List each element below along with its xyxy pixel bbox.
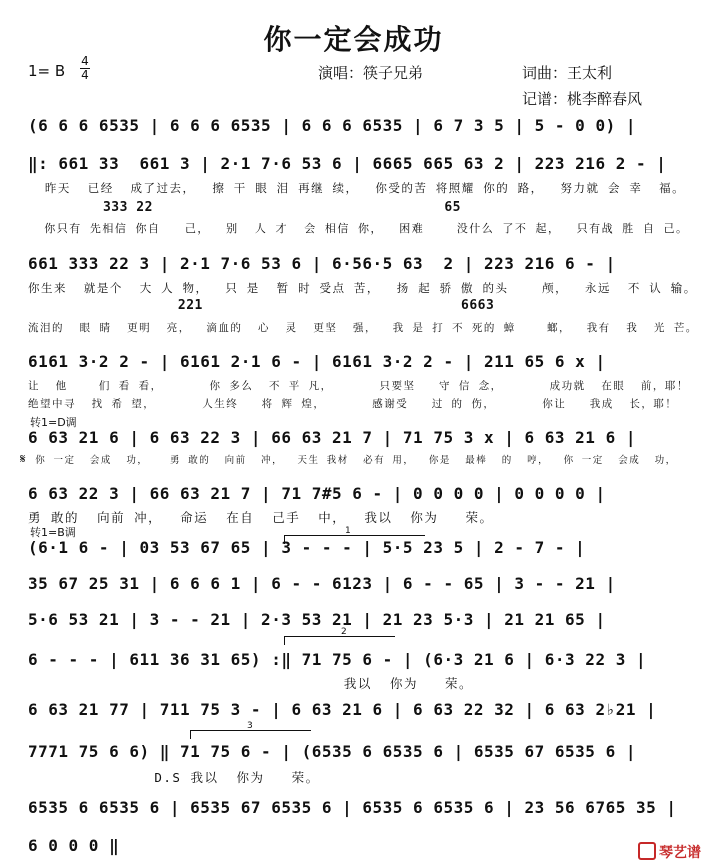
score-row-2: ‖: 661 33 661 3 | 2·1 7·6 53 6 | 6665 665 63 2 | 223 216 2 - | — [28, 154, 667, 173]
score-row-8: 35 67 25 31 | 6 6 6 1 | 6 - - 6123 | 6 - - 65 | 3 - - 21 | — [28, 574, 616, 593]
lyric-row-2: 你只有 先相信 你自 己， 别 人 才 会 相信 你， 困难 没什么 了不 起， 只有战 胜 自 己。 — [28, 222, 689, 235]
time-signature — [80, 56, 90, 81]
key-signature: 1= B — [28, 62, 66, 80]
score-row-3: 661 333 22 3 | 2·1 7·6 53 6 | 6·56·5 63 2 | 223 216 6 - | — [28, 254, 616, 273]
logo-text: 琴艺谱 — [659, 845, 701, 861]
lyric-row-10: D.S 我以 你为 荣。 — [28, 770, 320, 785]
lyric-row-3: 你生来 就是个 大 人 物， 只 是 暂 时 受点 苦， 扬 起 骄 傲 的头 颅， 永远 不 认 输。 — [28, 281, 697, 295]
score-row-7: (6·1 6 - | 03 53 67 65 | 3 - - - | 5·5 23 5 | 2 - 7 - | — [28, 538, 586, 557]
logo-icon — [638, 842, 656, 860]
score-row-10: 6 - - - | 611 36 31 65) :‖ 71 75 6 - | (6·3 21 6 | 6·3 22 3 | — [28, 650, 647, 669]
volta-number-2: 2 — [341, 627, 347, 637]
segno-icon: 𝄋 — [20, 452, 26, 467]
lyric-row-6: 绝望中寻 找 希 望， 人生终 将 辉 煌， 感谢受 过 的 伤， 你让 我成 长，耶！ — [28, 398, 678, 410]
song-title: 你一定会成功 — [263, 23, 444, 56]
key-change-d: 转1=D调 — [30, 416, 77, 429]
score-row-9: 5·6 53 21 | 3 - - 21 | 2·3 53 21 | 21 23 5·3 | 21 21 65 | — [28, 610, 606, 629]
score-row-alt-1: 333 22 65 — [28, 200, 461, 215]
score-row-11: 6 63 21 77 | 711 75 3 - | 6 63 21 6 | 6 63 22 32 | 6 63 2♭21 | — [28, 700, 657, 719]
transcriber-credit: 记谱：桃李醉春风 — [522, 90, 643, 108]
lyric-row-9: 我以 你为 荣。 — [28, 676, 474, 691]
lyric-row-5: 让 他 们 看 看， 你 多么 不 平 凡， 只要坚 守 信 念， 成功就 在眼 前，耶！ — [28, 380, 689, 392]
score-row-13: 6535 6 6535 6 | 6535 67 6535 6 | 6535 6 6535 6 | 23 56 6765 35 | — [28, 798, 677, 817]
score-row-1: (6 6 6 6535 | 6 6 6 6535 | 6 6 6 6535 | 6 7 3 5 | 5 - 0 0) | — [28, 116, 636, 135]
lyric-row-7: 你 一定 会成 功， 勇 敢的 向前 冲， 天生 我材 必有 用， 你是 最棒 的 哼， 你 一定 会成 功， — [28, 455, 677, 466]
score-row-5: 6 63 21 6 | 6 63 22 3 | 66 63 21 7 | 71 75 3 x | 6 63 21 6 | — [28, 428, 636, 447]
time-signature-top: 4 — [81, 54, 89, 68]
score-row-12: 7771 75 6 6) ‖ 71 75 6 - | (6535 6 6535 6 | 6535 67 6535 6 | — [28, 742, 636, 761]
volta-number-1: 1 — [345, 526, 351, 536]
key-change-b: 转1=B调 — [30, 526, 76, 539]
composer-credit: 词曲：王太利 — [522, 64, 613, 82]
lyric-row-4: 流泪的 眼 睛 更明 亮， 滴血的 心 灵 更坚 强， 我 是 打 不 死的 蟑 螂， 我有 我 光 芒。 — [28, 322, 698, 334]
singer-credit: 演唱：筷子兄弟 — [318, 64, 424, 82]
lyric-row-1: 昨天 已经 成了过去， 擦 干 眼 泪 再继 续， 你受的苦 将照耀 你的 路， 努力就 会 幸 福。 — [28, 181, 686, 195]
volta-bracket-2 — [284, 627, 395, 645]
lyric-row-8: 勇 敢的 向前 冲， 命运 在自 己手 中， 我以 你为 荣。 — [28, 510, 494, 525]
score-row-alt-2: 221 6663 — [28, 298, 495, 313]
site-logo — [638, 842, 701, 862]
score-row-6: 6 63 22 3 | 66 63 21 7 | 71 7#5 6 - | 0 0 0 0 | 0 0 0 0 | — [28, 484, 606, 503]
volta-bracket-3 — [190, 721, 311, 739]
time-signature-bottom: 4 — [81, 68, 89, 82]
volta-number-3: 3 — [247, 721, 253, 731]
score-row-14: 6 0 0 0 ‖ — [28, 836, 120, 855]
score-row-4: 6161 3·2 2 - | 6161 2·1 6 - | 6161 3·2 2 - | 211 65 6 x | — [28, 352, 606, 371]
